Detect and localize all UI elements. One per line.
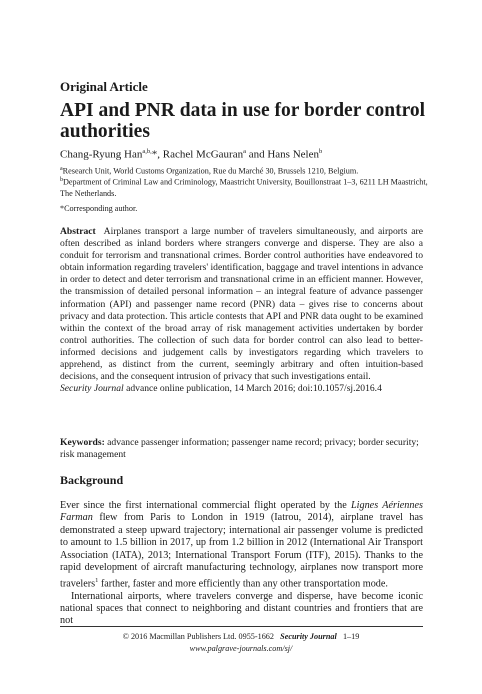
abstract-heading: Abstract bbox=[60, 226, 96, 237]
keywords-heading: Keywords: bbox=[60, 437, 105, 448]
abstract bbox=[60, 226, 423, 395]
keywords-text: advance passenger information; passenger name record; privacy; border security; risk management bbox=[60, 437, 419, 461]
journal-name: Security Journal bbox=[60, 383, 124, 395]
author-affil-sup: a bbox=[243, 148, 246, 155]
text-run: flew from Paris to London in 1919 (Iatrou, 2014), airplane travel has demonstrated a steep upward trajectory; international air passenger volume is predicted to amount to 1.5 billion in 2017, up from 1.2 billion in 2012 (International Air Transport Association (IATA), 2013; International Transport Forum (ITF), 2015). Thanks to the rapid development of aircraft manufacturing technology, airplanes now transport more travelers bbox=[60, 512, 423, 590]
author-separator: and bbox=[245, 148, 268, 161]
author-separator: , bbox=[157, 148, 163, 161]
paragraph bbox=[60, 500, 423, 591]
author-name[interactable]: Rachel McGauran bbox=[162, 148, 244, 161]
footer-copyright bbox=[0, 632, 482, 641]
footer-journal: Security Journal bbox=[280, 632, 337, 641]
article-title: API and PNR data in use for border control authorities bbox=[60, 100, 426, 142]
footnote-marker[interactable]: 1 bbox=[95, 576, 99, 584]
keywords bbox=[60, 437, 423, 461]
affiliation-sup: b bbox=[60, 177, 63, 183]
author-affil-sup: a,b, bbox=[142, 148, 152, 155]
section-heading: Background bbox=[60, 473, 124, 487]
footer-divider bbox=[60, 626, 423, 627]
page-range: 1–19 bbox=[342, 632, 360, 641]
body-text bbox=[60, 500, 423, 628]
affiliation-text: Research Unit, World Customs Organization, Rue du Marché 30, Brussels 1210, Belgium. bbox=[62, 166, 359, 176]
corresponding-author-note: *Corresponding author. bbox=[60, 204, 138, 213]
affiliation-b bbox=[60, 175, 430, 200]
author-affil-sup: b bbox=[318, 148, 323, 155]
copyright-text: © 2016 Macmillan Publishers Ltd. 0955-1662 bbox=[122, 632, 274, 641]
affiliation-sup: a bbox=[60, 166, 63, 172]
article-type-label: Original Article bbox=[60, 79, 148, 94]
text-run: Ever since the first international commercial flight operated by the bbox=[60, 500, 351, 511]
corresponding-star: * bbox=[151, 148, 158, 161]
abstract-text: Airplanes transport a large number of travelers simultaneously, and airports are often described as inland borders where strangers converge and disperse. They are also a conduit for terrorism and transnational crimes. Border control authorities have endeavored to obtain information regarding travelers' identification, baggage and travel intentions in advance in order to detect and deter terrorism and transnational crime in an efficient manner. However, the transmission of detailed personal information – an integral feature of advance passenger information (API) and passenger name record (PNR) data – gives rise to concerns about privacy and data protection. This article contests that API and PNR data ought to be examined within the context of the broad array of risk management activities undertaken by border control authorities. The collection of such data for border control can also lead to better-informed decisions and judgement calls by investigators regarding which travelers to apprehend, as distinct from the current, seemingly arbitrary and often intuition-based decisions, and the consequent intrusion of privacy that such investigations entail. bbox=[60, 226, 424, 383]
text-run: farther, faster and more efficiently than any other transportation mode. bbox=[98, 578, 388, 590]
paragraph: International airports, where travelers converge and disperse, have become iconic national spaces that connect to neighboring and distant countries and frontiers that are not bbox=[60, 590, 423, 627]
affiliation-text: Department of Criminal Law and Criminology, Maastricht University, Bouillonstraat 1–3, 6211 LH Maastricht, The Netherlands. bbox=[60, 177, 428, 199]
author-name[interactable]: Chang-Ryung Han bbox=[60, 148, 143, 161]
journal-url[interactable]: www.palgrave-journals.com/sj/ bbox=[189, 644, 293, 653]
publication-info[interactable]: advance online publication, 14 March 2016; doi:10.1057/sj.2016.4 bbox=[123, 383, 382, 395]
author-name[interactable]: Hans Nelen bbox=[267, 148, 319, 161]
author-list bbox=[60, 148, 322, 161]
airline-name: Lignes Aériennes Farman bbox=[60, 500, 423, 524]
